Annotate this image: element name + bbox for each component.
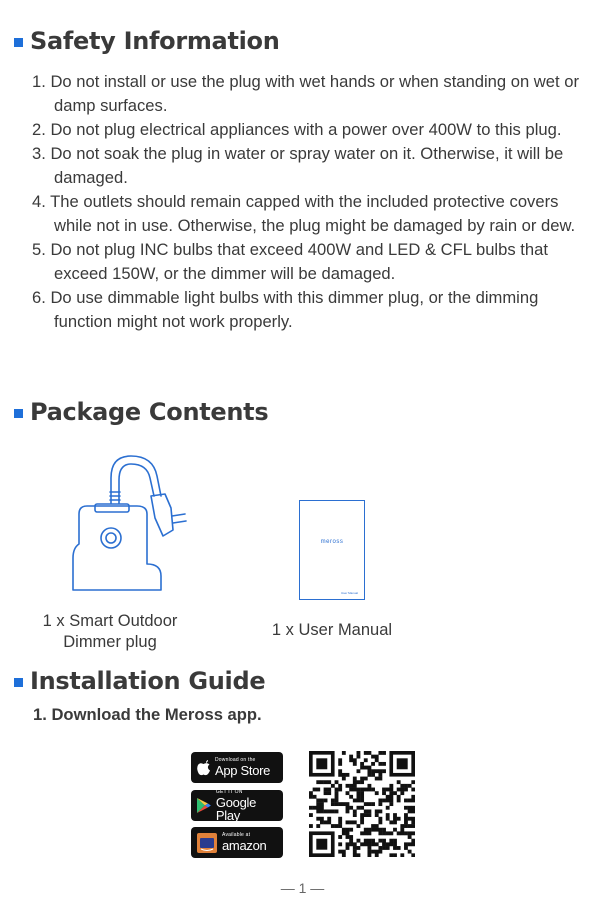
section-bullet-icon: [14, 678, 23, 687]
app-store-badge[interactable]: [191, 752, 283, 783]
section-bullet-icon: [14, 409, 23, 418]
list-item: 5. Do not plug INC bulbs that exceed 400W and LED & CFL bulbs that exceed 150W, or the dimmer will be damaged.: [32, 240, 548, 283]
install-title-text: Installation Guide: [30, 667, 266, 695]
safety-title: [14, 27, 280, 55]
google-play-big: Google Play: [215, 794, 257, 823]
manual-brand-text: meross: [320, 539, 344, 545]
google-play-badge[interactable]: [191, 790, 283, 821]
apple-icon: [197, 760, 210, 776]
app-store-big: App Store: [215, 763, 271, 778]
plug-caption-line2: Dimmer plug: [63, 633, 157, 651]
app-store-small: Download on the: [215, 757, 256, 763]
install-step-1: 1. Download the Meross app.: [33, 705, 262, 724]
list-item: 1. Do not install or use the plug with wet hands or when standing on wet or damp surfaces.: [32, 72, 579, 115]
list-item: 6. Do use dimmable light bulbs with this dimmer plug, or the dimming function might not work properly.: [32, 288, 539, 331]
list-item: 4. The outlets should remain capped with the included protective covers while not in use. Otherwise, the plug might be damaged by rain or dew.: [32, 192, 576, 235]
plug-caption-line1: 1 x Smart Outdoor: [42, 612, 178, 630]
plug-caption: [30, 611, 190, 653]
amazon-badge[interactable]: [191, 827, 283, 858]
manual-caption: 1 x User Manual: [271, 621, 393, 639]
list-item: 3. Do not soak the plug in water or spray water on it. Otherwise, it will be damaged.: [32, 144, 564, 187]
amazon-big: amazon: [222, 838, 267, 853]
safety-title-text: Safety Information: [30, 27, 280, 55]
package-title: [14, 398, 268, 426]
page-number: — 1 —: [280, 880, 325, 896]
install-title: [14, 667, 265, 695]
google-play-small: GET IT ON: [215, 788, 243, 795]
safety-list: [32, 70, 600, 334]
list-item: 2. Do not plug electrical appliances with a power over 400W to this plug.: [32, 120, 562, 139]
section-bullet-icon: [14, 38, 23, 47]
google-play-icon: [197, 798, 211, 813]
package-title-text: Package Contents: [30, 398, 269, 426]
dimmer-plug-icon: [65, 448, 200, 608]
user-manual-illustration: [299, 500, 365, 600]
manual-footer-text: User Manual: [340, 591, 358, 595]
amazon-small: Available at: [222, 832, 251, 838]
amazon-app-icon: [197, 833, 217, 853]
qr-code-icon: [309, 751, 415, 857]
